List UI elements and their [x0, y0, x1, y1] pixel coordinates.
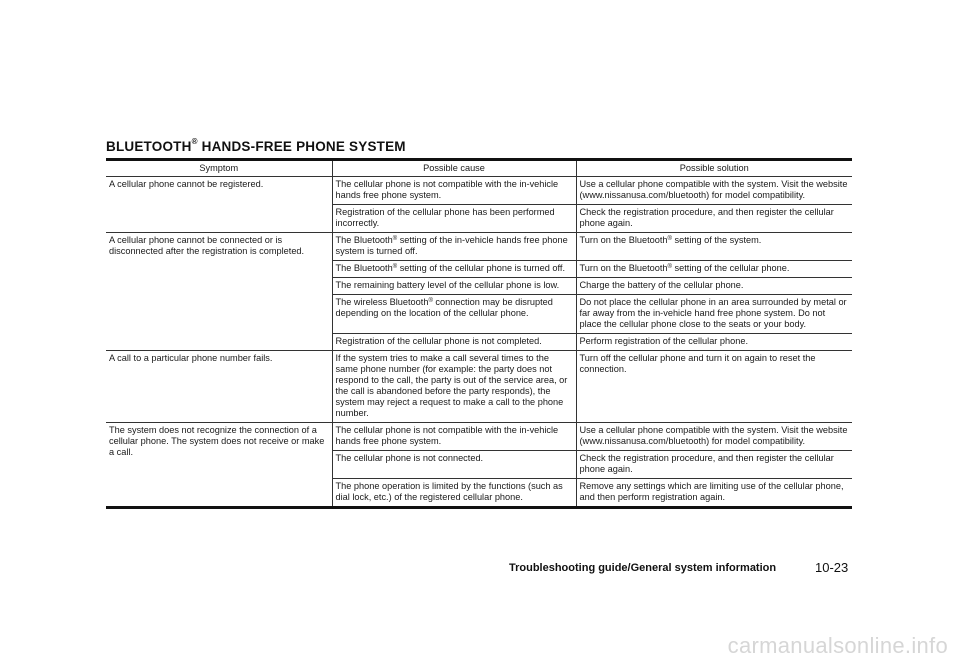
- cause-cell: The cellular phone is not connected.: [332, 451, 576, 479]
- cause-cell: Registration of the cellular phone is not completed.: [332, 334, 576, 351]
- solution-cell: Charge the battery of the cellular phone.: [576, 278, 852, 295]
- table-row: [106, 351, 852, 423]
- solution-cell: Remove any settings which are limiting use of the cellular phone, and then perform registration again.: [576, 479, 852, 508]
- symptom-cell: A cellular phone cannot be registered.: [106, 177, 332, 233]
- footer-section-title: Troubleshooting guide/General system information: [509, 562, 777, 574]
- column-header-solution: Possible solution: [576, 160, 852, 177]
- watermark: carmanualsonline.info: [727, 633, 948, 658]
- cause-cell: The cellular phone is not compatible with the in-vehicle hands free phone system.: [332, 177, 576, 205]
- solution-cell: Use a cellular phone compatible with the system. Visit the website (www.nissanusa.com/bluetooth) for model compatibility.: [576, 423, 852, 451]
- table-header-row: [106, 160, 852, 177]
- registered-mark: ®: [191, 137, 198, 146]
- solution-cell: Turn on the Bluetooth® setting of the system.: [576, 233, 852, 261]
- column-header-cause: Possible cause: [332, 160, 576, 177]
- cause-cell: The wireless Bluetooth® connection may be disrupted depending on the location of the cellular phone.: [332, 295, 576, 334]
- symptom-cell: A call to a particular phone number fails.: [106, 351, 332, 423]
- cause-cell: The phone operation is limited by the functions (such as dial lock, etc.) of the registered cellular phone.: [332, 479, 576, 508]
- column-header-symptom: Symptom: [106, 160, 332, 177]
- solution-cell: Use a cellular phone compatible with the system. Visit the website (www.nissanusa.com/bluetooth) for model compatibility.: [576, 177, 852, 205]
- symptom-cell: A cellular phone cannot be connected or is disconnected after the registration is completed.: [106, 233, 332, 351]
- table-row: [106, 423, 852, 451]
- solution-cell: Turn off the cellular phone and turn it on again to reset the connection.: [576, 351, 852, 423]
- table-row: [106, 177, 852, 205]
- troubleshooting-table: [106, 158, 852, 509]
- cause-cell: The remaining battery level of the cellular phone is low.: [332, 278, 576, 295]
- page-number: 10-23: [815, 560, 849, 575]
- cause-cell: Registration of the cellular phone has been performed incorrectly.: [332, 205, 576, 233]
- solution-cell: Turn on the Bluetooth® setting of the cellular phone.: [576, 261, 852, 278]
- cause-cell: The Bluetooth® setting of the in-vehicle hands free phone system is turned off.: [332, 233, 576, 261]
- solution-cell: Perform registration of the cellular phone.: [576, 334, 852, 351]
- page-title: BLUETOOTH® HANDS-FREE PHONE SYSTEM: [106, 137, 406, 154]
- solution-cell: Do not place the cellular phone in an area surrounded by metal or far away from the in-vehicle hand free phone system. Do not place the cellular phone close to the seats or your body.: [576, 295, 852, 334]
- solution-cell: Check the registration procedure, and then register the cellular phone again.: [576, 205, 852, 233]
- solution-cell: Check the registration procedure, and then register the cellular phone again.: [576, 451, 852, 479]
- symptom-cell: The system does not recognize the connection of a cellular phone. The system does not receive or make a call.: [106, 423, 332, 508]
- cause-cell: The cellular phone is not compatible with the in-vehicle hands free phone system.: [332, 423, 576, 451]
- cause-cell: The Bluetooth® setting of the cellular phone is turned off.: [332, 261, 576, 278]
- cause-cell: If the system tries to make a call several times to the same phone number (for example: the party does not respond to the call, the party is out of the service area, or the call is abandoned before the party responds), the system may reject a request to make a call to the phone number.: [332, 351, 576, 423]
- table-row: [106, 233, 852, 261]
